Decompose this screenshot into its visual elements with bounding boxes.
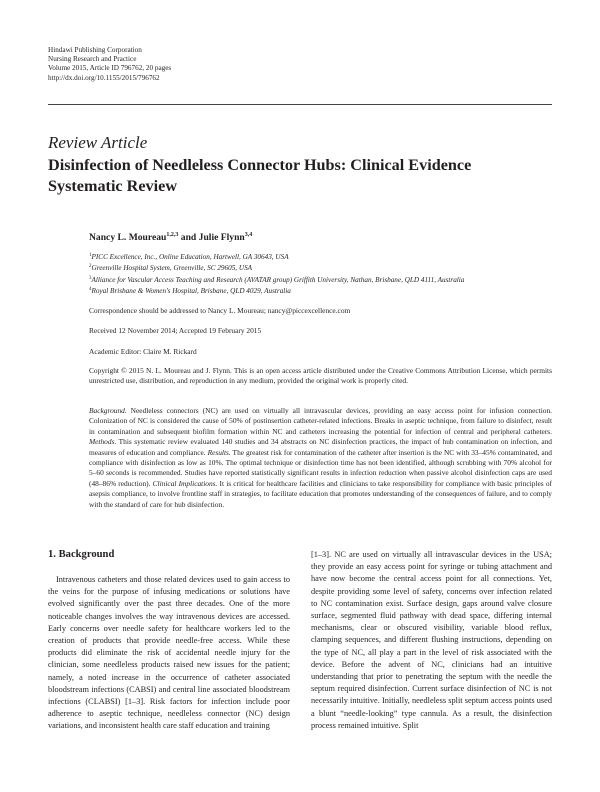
affiliation-marker: 4 — [89, 286, 92, 292]
affiliation-item — [89, 252, 464, 263]
affiliation-text: Greenville Hospital System, Greenville, SC 29605, USA — [91, 264, 253, 273]
author-name: Julie Flynn — [198, 232, 245, 243]
affiliation-item — [89, 286, 464, 297]
article-type: Review Article — [48, 133, 148, 152]
affiliation-marker: 3 — [89, 275, 92, 281]
journal-name: Nursing Research and Practice — [48, 55, 137, 64]
journal-header — [48, 46, 171, 83]
body-text-left-column: Intravenous catheters and those related devices used to gain access to the veins for the purpose of infusing medications or solutions have evolved significantly over the past three decades. One of the more noticeable changes involves the way intravenous devices are accessed. Early concerns over needle safety for healthcare workers led to the creation of products that provide needle-free access. While these products did eliminate the risk of accidental needle injury for the clinician, some needleless products raised new issues for the patient; namely, a noted increase in the occurrence of catheter associated bloodstream infections (CABSI) and central line associated bloodstream infections (CLABSI) [1–3]. Risk factors for infection include poor adherence to aseptic technique, needleless connector (NC) design variations, and inconsistent health care staff education and training — [48, 575, 290, 731]
body-text-right-column: [1–3]. NC are used on virtually all intravascular devices in the USA; they provide an easy access point for syringe or tubing attachment and have now become the central access point for all connections. Yet, despite providing some level of safety, concerns over infection related to NC contamination exist. Surface design, gaps around valve closure surface, segmented fluid pathway with dead space, differing internal mechanisms, clear or obscured visibility, variable blood reflux, clamping sequences, and different flushing instructions, depending on the type of NC, all play a part in the level of risk associated with the device. Before the advent of NC, clinicians had an intuitive understanding that prior to penetrating the septum with the needle the septum required disinfection. Current surface disinfection of NC is not necessarily intuitive. Initially, needleless split septum access points used a blunt “needle-looking” type cannula. As a result, the disinfection process remained intuitive. Split — [311, 550, 552, 730]
abstract-background: Needleless connectors (NC) are used on virtually all intravascular devices, providing an easy access point for infusion connection. Colonization of NC is considered the cause of 50% of postinsertion catheter-related infections. Breaks in aseptic technique, from failure to disinfect, result in contamination and subsequent biofilm formation within NC and catheters increasing the potential for infection of central and peripheral catheters. — [89, 406, 552, 436]
author-line — [89, 232, 252, 243]
affiliation-item — [89, 275, 464, 286]
affiliation-text: PICC Excellence, Inc., Online Education, Hartwell, GA 30643, USA — [91, 253, 289, 261]
author-conjunction: and — [178, 232, 199, 243]
received-accepted-dates: Received 12 November 2014; Accepted 19 February 2015 — [89, 326, 262, 335]
publisher-name: Hindawi Publishing Corporation — [48, 46, 142, 54]
section-heading: 1. Background — [48, 549, 115, 560]
abstract-results: The greatest risk for contamination of the catheter after insertion is the NC with 33–45% contaminated, and compliance with disinfection as low as 10%. The optimal technique or disinfection time has not been identified, although scrubbing with 70% alcohol for 5–60 seconds is recommended. Studies have reported statistically significant results in infection reduction when passive alcohol disinfection caps are used (48–86% reduction). — [89, 447, 552, 488]
header-divider — [48, 104, 552, 105]
correspondence-note: Correspondence should be addressed to Nancy L. Moureau; nancy@piccexcellence.com — [89, 306, 351, 315]
affiliation-text: Royal Brisbane & Women's Hospital, Brisbane, QLD 4029, Australia — [91, 286, 291, 295]
affiliation-marker: 1 — [89, 253, 92, 258]
author-affiliation-marker: 1,2,3 — [166, 232, 179, 238]
abstract-label-results: Results. — [207, 447, 231, 457]
abstract-label-implications: Clinical Implications. — [152, 478, 218, 488]
academic-editor: Academic Editor: Claire M. Rickard — [89, 347, 197, 356]
abstract-label-background: Background. — [89, 406, 127, 415]
abstract-implications: It is critical for healthcare facilities and clinicians to take responsibility for compliance with basic principles of asepsis compliance, to involve frontline staff in strategies, to facilitate education that promotes understanding of the consequences of failure, and to comply with the standard of care for hub disinfection. — [89, 478, 552, 509]
doi-link[interactable]: http://dx.doi.org/10.1155/2015/796762 — [48, 73, 160, 82]
copyright-notice: Copyright © 2015 N. L. Moureau and J. Flynn. This is an open access article distributed under the Creative Commons Attribution License, which permits unrestricted use, distribution, and reproduction in any medium, provided the original work is properly cited. — [89, 366, 552, 386]
article-title: Disinfection of Needleless Connector Hubs: Clinical Evidence Systematic Review — [48, 156, 472, 195]
affiliation-text: Alliance for Vascular Access Teaching and Research (AVATAR group) Griffith University, Nathan, Brisbane, QLD 4111, Australia — [91, 275, 465, 284]
author-name: Nancy L. Moureau — [89, 232, 167, 243]
abstract — [89, 406, 552, 510]
abstract-methods: This systematic review evaluated 140 studies and 34 abstracts on NC disinfection practices, the impact of hub contamination on infection, and measures of education and compliance. — [89, 437, 552, 457]
author-affiliation-marker: 3,4 — [244, 232, 253, 238]
affiliation-list — [89, 252, 464, 297]
volume-info: Volume 2015, Article ID 796762, 20 pages — [48, 64, 172, 73]
affiliation-marker: 2 — [89, 264, 92, 270]
affiliation-item — [89, 263, 464, 274]
abstract-label-methods: Methods. — [89, 437, 117, 447]
